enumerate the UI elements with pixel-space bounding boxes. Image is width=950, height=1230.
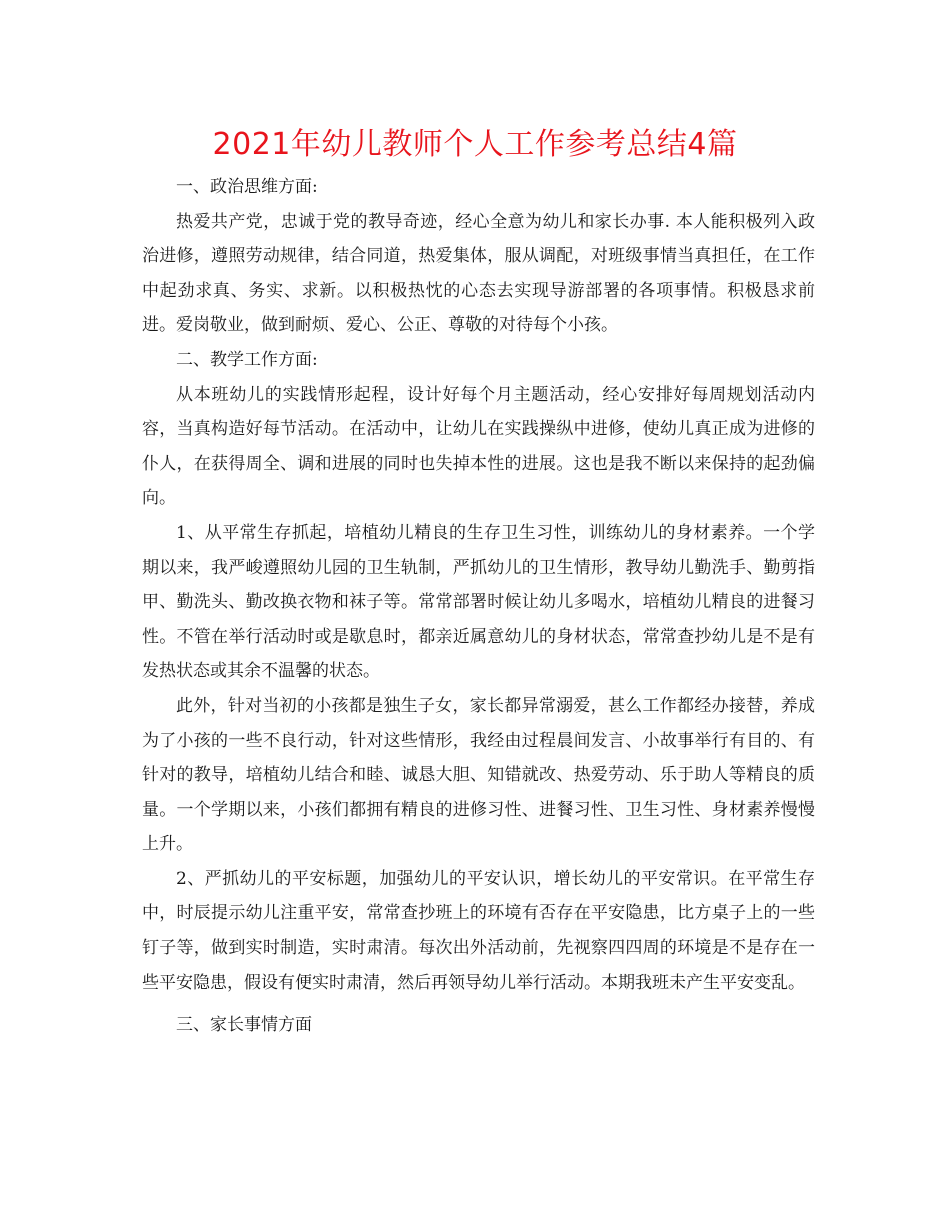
section-heading-politics: 一、政治思维方面:: [176, 177, 318, 197]
paragraph-safety: 2、严抓幼儿的平安标题，加强幼儿的平安认识，增长幼儿的平安常识。在平常生存中，时辰提示幼儿注重平安，常常查抄班上的环境有否存在平安隐患，比方桌子上的一些钉子等，做到实时制造，实时肃清。每次出外活动前，先视察四四周的环境是不是存在一些平安隐患，假设有便实时肃清，然后再领导幼儿举行活动。本期我班未产生平安变乱。: [142, 868, 815, 993]
paragraph-behavior: 此外，针对当初的小孩都是独生子女，家长都异常溺爱，甚么工作都经办接替，养成为了小孩的一些不良行动，针对这些情形，我经由过程晨间发言、小故事举行有目的、有针对的教导，培植幼儿结合和睦、诚恳大胆、知错就改、热爱劳动、乐于助人等精良的质量。一个学期以来，小孩们都拥有精良的进修习性、进餐习性、卫生习性、身材素养慢慢上升。: [142, 695, 815, 855]
paragraph-politics: 热爱共产党，忠诚于党的教导奇迹，经心全意为幼儿和家长办事. 本人能积极列入政治进修，遵照劳动规律，结合同道，热爱集体，服从调配，对班级事情当真担任，在工作中起劲求真、务实、求新。以积极热忱的心态去实现导游部署的各项事情。积极恳求前进。爱岗敬业，做到耐烦、爱心、公正、尊敬的对待每个小孩。: [142, 211, 815, 336]
document-title: 2021年幼儿教师个人工作参考总结4篇: [212, 127, 738, 162]
section-heading-teaching: 二、教学工作方面:: [176, 349, 318, 370]
document-body: [142, 170, 815, 1043]
paragraph-teaching: 从本班幼儿的实践情形起程，设计好每个月主题活动，经心安排好每周规划活动内容，当真构造好每节活动。在活动中，让幼儿在实践操纵中进修，使幼儿真正成为进修的仆人，在获得周全、调和进展的同时也失掉本性的进展。这也是我不断以来保持的起劲偏向。: [142, 384, 815, 509]
section-heading-parents: 三、家长事情方面: [176, 1015, 312, 1036]
paragraph-hygiene: 1、从平常生存抓起，培植幼儿精良的生存卫生习性，训练幼儿的身材素养。一个学期以来，我严峻遵照幼儿园的卫生轨制，严抓幼儿的卫生情形，教导幼儿勤洗手、勤剪指甲、勤洗头、勤改换衣物和袜子等。常常部署时候让幼儿多喝水，培植幼儿精良的进餐习性。不管在举行活动时或是歇息时，都亲近属意幼儿的身材状态，常常查抄幼儿是不是有发热状态或其余不温馨的状态。: [142, 522, 815, 682]
